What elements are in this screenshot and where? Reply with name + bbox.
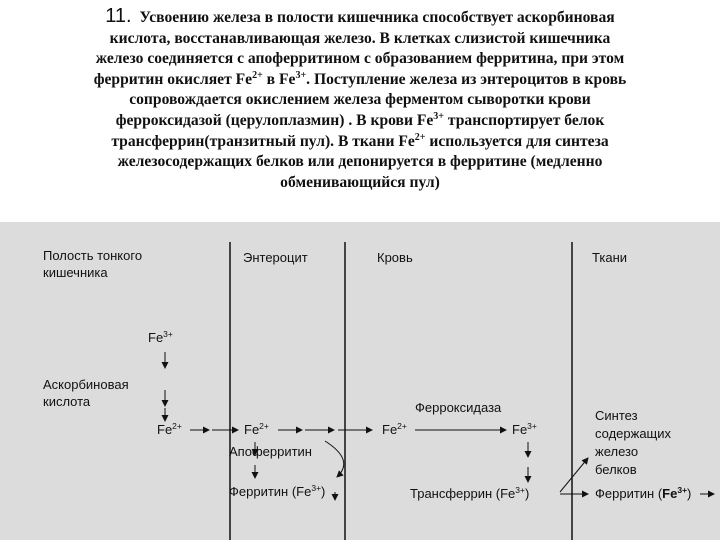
label-ferroxidase: Ферроксидаза [415, 400, 502, 415]
text-line-5: сопровождается окислением железа ферментом сыворотки крови [129, 91, 591, 109]
label-ascorbic-line1: Аскорбиновая [43, 377, 129, 392]
arrow-apoferritin-curve [325, 441, 344, 477]
fe2-blood: $Fe^{2+}$ [382, 421, 407, 437]
label-enterocyte: Энтероцит [243, 250, 308, 265]
text-line-7a: трансферрин(транзитный пул). В ткани Fe [111, 132, 415, 150]
text-line-4a: ферритин окисляет Fe [93, 70, 253, 88]
label-lumen-line1: Полость тонкого [43, 248, 143, 263]
text-line-4c: . Поступление железа из энтероцитов в кровь [306, 70, 627, 88]
sup-2: 3+ [295, 69, 307, 81]
text-line-1: Усвоению железа в полости кишечника способствует аскорбиновая [139, 9, 615, 26]
synthesis-line3: железо [595, 444, 639, 459]
text-line-3: железо соединяется с апоферритином с образованием ферритина, при этом [95, 50, 625, 68]
label-lumen-line2: кишечника [43, 265, 108, 280]
synthesis-line4: белков [595, 462, 637, 477]
ferritin-tissue: Ферритин $(Fe^{3+})$ [595, 485, 692, 501]
sup-3: 3+ [433, 110, 444, 122]
text-line-2: кислота, восстанавливающая железо. В клетках слизистой кишечника [109, 29, 611, 47]
slide-text-block [0, 0, 720, 222]
sup-4: 2+ [414, 131, 426, 143]
fe3-lumen: $Fe^{3+}$ [148, 329, 173, 345]
iron-absorption-diagram [0, 222, 720, 540]
transferrin: Трансферрин $(Fe^{3+})$ [410, 485, 530, 501]
text-line-8: железосодержащих белков или депонируется в ферритине (медленно [117, 153, 603, 171]
ferritin-enterocyte: Ферритин $(Fe^{3+})$ [229, 483, 326, 499]
synthesis-line1: Синтез [595, 408, 638, 423]
fe2-lumen: $Fe^{2+}$ [157, 421, 182, 437]
text-line-7b: используется для синтеза [425, 132, 609, 150]
fe3-blood: $Fe^{3+}$ [512, 421, 537, 437]
label-tissues: Ткани [592, 250, 628, 265]
slide-paragraph [4, 6, 716, 193]
text-line-6a: ферроксидазой (церулоплазмин) . В крови Fe [115, 111, 434, 129]
text-line-9: обменивающийся пул) [280, 173, 440, 191]
label-apoferritin: Апоферритин [229, 444, 312, 459]
fe2-enterocyte: $Fe^{2+}$ [244, 421, 269, 437]
slide-number: 11. [105, 5, 132, 27]
text-line-4b: в Fe [262, 70, 296, 88]
arrow-to-synthesis [560, 458, 588, 492]
text-line-6b: транспортирует белок [443, 111, 605, 129]
synthesis-line2: содержащих [595, 426, 672, 441]
sup-1: 2+ [252, 69, 263, 81]
label-ascorbic-line2: кислота [43, 394, 91, 409]
label-blood: Кровь [377, 250, 413, 265]
